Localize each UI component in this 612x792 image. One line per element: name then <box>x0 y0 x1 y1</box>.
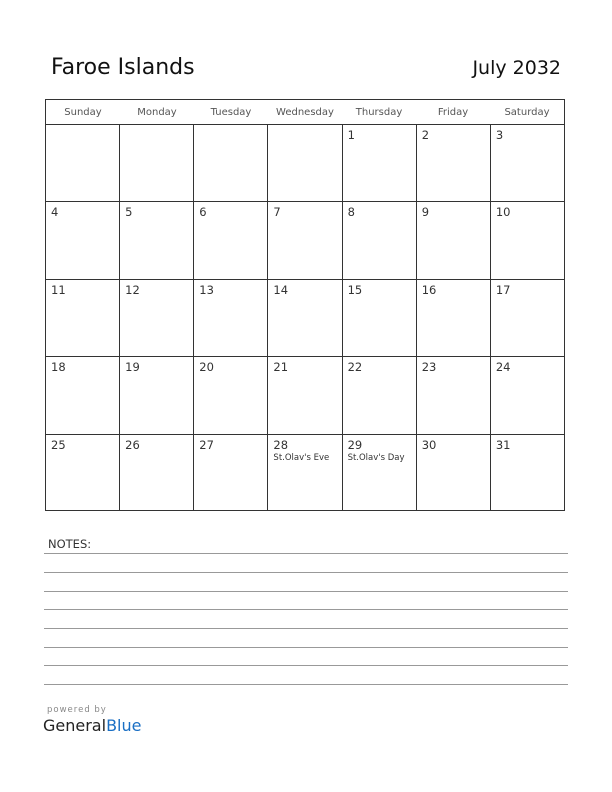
notes-label: NOTES: <box>48 537 92 551</box>
day-cell <box>417 435 491 511</box>
day-cell <box>268 357 342 433</box>
day-number: 17 <box>495 282 511 297</box>
day-cell <box>194 357 268 433</box>
week-row <box>46 125 564 202</box>
weekday-saturday: Saturday <box>504 106 550 118</box>
weekday-header-row <box>46 100 564 125</box>
brand-logo-general: General <box>43 716 107 735</box>
day-number: 11 <box>51 282 66 297</box>
day-number: 19 <box>125 360 140 375</box>
day-number: 28 <box>273 437 289 452</box>
weekday-thursday: Thursday <box>355 106 403 118</box>
notes-line <box>44 665 568 666</box>
day-number: 2 <box>421 128 430 142</box>
day-cell <box>120 125 194 201</box>
day-cell <box>194 125 268 201</box>
weekday-friday: Friday <box>437 106 469 118</box>
day-cell <box>120 357 194 433</box>
brand-logo <box>43 716 141 735</box>
day-number: 15 <box>347 282 363 297</box>
day-number: 9 <box>421 205 430 220</box>
powered-by-label: powered by <box>47 705 107 715</box>
calendar-weeks <box>46 125 564 511</box>
calendar-grid <box>45 99 565 511</box>
day-cell <box>268 125 342 201</box>
day-cell <box>120 202 194 278</box>
day-cell <box>194 435 268 511</box>
notes-line <box>44 553 568 554</box>
weekday-tuesday: Tuesday <box>210 106 252 118</box>
day-number: 5 <box>125 205 133 220</box>
day-cell <box>268 435 342 511</box>
notes-line <box>44 647 568 648</box>
day-cell <box>417 357 491 433</box>
day-cell <box>46 202 120 278</box>
notes-line <box>44 591 568 592</box>
day-cell <box>343 280 417 356</box>
day-cell <box>194 280 268 356</box>
week-row <box>46 357 564 434</box>
day-number: 6 <box>199 205 207 220</box>
day-cell <box>46 357 120 433</box>
day-cell <box>343 357 417 433</box>
notes-line <box>44 684 568 685</box>
day-cell <box>491 280 564 356</box>
day-cell <box>343 125 417 201</box>
weekday-wednesday: Wednesday <box>276 106 334 118</box>
day-cell <box>491 202 564 278</box>
day-cell <box>417 280 491 356</box>
day-number: 13 <box>199 282 214 297</box>
day-number: 24 <box>495 360 511 375</box>
day-number: 27 <box>199 437 214 452</box>
day-number: 29 <box>347 437 363 452</box>
day-cell <box>46 435 120 511</box>
day-cell <box>343 435 417 511</box>
weekday-sunday: Sunday <box>64 106 102 118</box>
day-number: 23 <box>421 360 437 375</box>
weekday-monday: Monday <box>137 106 177 118</box>
day-number: 25 <box>51 437 66 452</box>
day-number: 8 <box>347 205 355 220</box>
calendar-title: Faroe Islands <box>51 55 195 80</box>
day-number: 20 <box>199 360 214 375</box>
day-number: 22 <box>347 360 363 375</box>
week-row <box>46 280 564 357</box>
day-number: 21 <box>273 360 289 375</box>
day-cell <box>268 202 342 278</box>
day-number: 1 <box>347 128 355 142</box>
day-cell <box>491 435 564 511</box>
day-cell <box>46 125 120 201</box>
day-number: 10 <box>495 205 511 220</box>
day-number: 3 <box>495 128 504 142</box>
day-cell <box>120 435 194 511</box>
day-cell <box>194 202 268 278</box>
day-number: 30 <box>421 437 437 452</box>
day-number: 18 <box>51 360 66 375</box>
day-number: 16 <box>421 282 437 297</box>
day-cell <box>46 280 120 356</box>
notes-line <box>44 572 568 573</box>
day-cell <box>120 280 194 356</box>
day-number: 14 <box>273 282 289 297</box>
day-cell <box>417 125 491 201</box>
day-number: 12 <box>125 282 140 297</box>
day-cell <box>343 202 417 278</box>
notes-line <box>44 628 568 629</box>
day-cell <box>417 202 491 278</box>
day-cell <box>268 280 342 356</box>
holiday-label: St.Olav's Day <box>347 452 405 463</box>
day-number: 7 <box>273 205 281 220</box>
week-row <box>46 435 564 511</box>
day-number: 31 <box>495 437 511 452</box>
holiday-label: St.Olav's Eve <box>273 452 330 463</box>
calendar-month: July 2032 <box>472 57 561 79</box>
day-cell <box>491 357 564 433</box>
day-number: 26 <box>125 437 140 452</box>
day-cell <box>491 125 564 201</box>
day-number: 4 <box>51 205 59 220</box>
notes-line <box>44 609 568 610</box>
brand-logo-blue: Blue <box>106 716 142 735</box>
week-row <box>46 202 564 279</box>
